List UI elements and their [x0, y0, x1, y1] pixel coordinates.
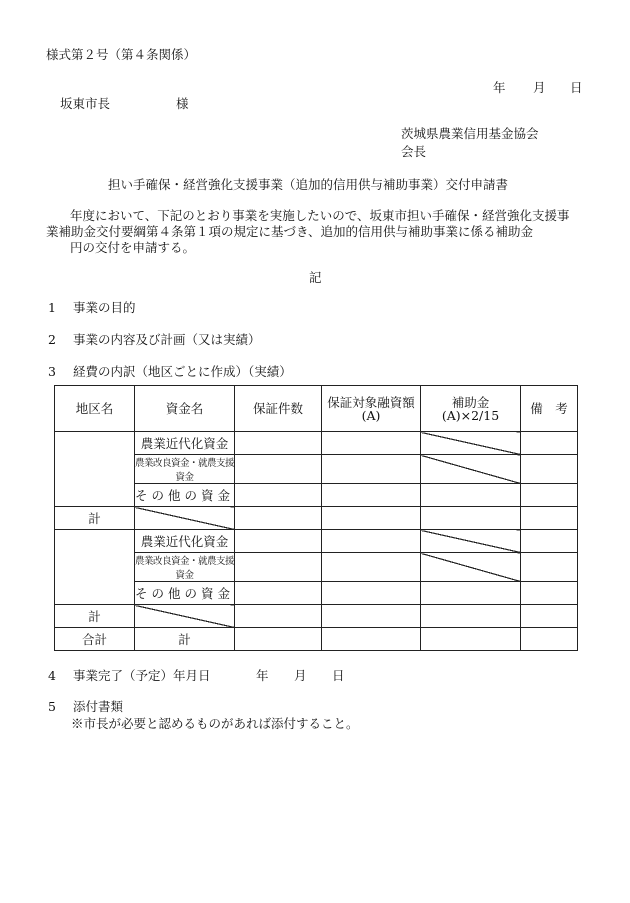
header-fund: 資金名: [135, 386, 235, 432]
fund-name-cell: 農業近代化資金: [135, 530, 235, 553]
body-line-3: 円の交付を申請する。: [70, 240, 196, 255]
subsidy-cell[interactable]: [421, 507, 521, 530]
remarks-cell[interactable]: [521, 432, 578, 455]
applicant-title: 会長: [401, 144, 427, 159]
item-5-label: 添付書類: [73, 699, 124, 714]
remarks-cell[interactable]: [521, 455, 578, 484]
item-4-year-label: 年: [256, 668, 269, 683]
header-guarantee-count: 保証件数: [235, 386, 322, 432]
grand-total-row: [55, 628, 578, 651]
count-cell[interactable]: [235, 530, 322, 553]
amount-cell[interactable]: [322, 605, 421, 628]
count-cell[interactable]: [235, 432, 322, 455]
item-4-number: 4: [48, 668, 56, 683]
amount-cell[interactable]: [322, 455, 421, 484]
item-2-number: 2: [48, 332, 56, 347]
remarks-cell[interactable]: [521, 530, 578, 553]
fund-cell-diagonal: [135, 507, 235, 530]
subsidy-cell-diagonal: [421, 455, 521, 484]
header-district: 地区名: [55, 386, 135, 432]
subtotal-row: [55, 605, 578, 628]
subsidy-cell[interactable]: [421, 582, 521, 605]
header-amount-line2: (A): [361, 407, 381, 423]
fund-name-cell: 農業改良資金・就農支援資金: [135, 553, 235, 582]
table-header-row: [55, 386, 578, 432]
subtotal-row: [55, 507, 578, 530]
item-2-label: 事業の内容及び計画（又は実績）: [73, 332, 261, 347]
subtotal-label: 計: [55, 507, 135, 530]
district-cell[interactable]: [55, 432, 135, 507]
header-subsidy-line2: (A)×2/15: [441, 407, 500, 423]
fund-name-cell: その他の資金: [135, 582, 235, 605]
amount-cell[interactable]: [322, 628, 421, 651]
remarks-cell[interactable]: [521, 628, 578, 651]
remarks-cell[interactable]: [521, 484, 578, 507]
item-3-number: 3: [48, 364, 56, 379]
remarks-cell[interactable]: [521, 605, 578, 628]
header-remarks: 備 考: [521, 386, 578, 432]
item-1-number: 1: [48, 300, 56, 315]
subsidy-cell[interactable]: [421, 484, 521, 507]
body-line-1: 年度において、下記のとおり事業を実施したいので、坂東市担い手確保・経営強化支援事: [70, 208, 570, 223]
amount-cell[interactable]: [322, 530, 421, 553]
remarks-cell[interactable]: [521, 582, 578, 605]
remarks-cell[interactable]: [521, 507, 578, 530]
fund-name-cell: 農業改良資金・就農支援資金: [135, 455, 235, 484]
ki-heading: 記: [309, 270, 322, 285]
amount-cell[interactable]: [322, 507, 421, 530]
document-title: 担い手確保・経営強化支援事業（追加的信用供与補助事業）交付申請書: [108, 177, 509, 192]
applicant-organization: 茨城県農業信用基金協会: [401, 126, 539, 141]
expense-table: [54, 385, 578, 651]
fund-cell-diagonal: [135, 605, 235, 628]
form-number: 様式第２号（第４条関係）: [46, 47, 197, 62]
amount-cell[interactable]: [322, 432, 421, 455]
grand-total-fund-label: 計: [135, 628, 235, 651]
subsidy-cell-diagonal: [421, 530, 521, 553]
count-cell[interactable]: [235, 582, 322, 605]
remarks-cell[interactable]: [521, 553, 578, 582]
table-row: [55, 432, 578, 455]
header-amount-line1: 保証対象融資額: [327, 394, 415, 410]
item-4-month-label: 月: [294, 668, 307, 683]
table-row: [55, 530, 578, 553]
count-cell[interactable]: [235, 455, 322, 484]
subsidy-cell[interactable]: [421, 605, 521, 628]
date-year-label: 年: [493, 80, 506, 95]
item-1-label: 事業の目的: [73, 300, 136, 315]
count-cell[interactable]: [235, 553, 322, 582]
item-4-label: 事業完了（予定）年月日: [73, 668, 211, 683]
subsidy-cell[interactable]: [421, 628, 521, 651]
district-cell[interactable]: [55, 530, 135, 605]
count-cell[interactable]: [235, 507, 322, 530]
count-cell[interactable]: [235, 605, 322, 628]
subsidy-cell-diagonal: [421, 553, 521, 582]
count-cell[interactable]: [235, 628, 322, 651]
item-5-note: ※市長が必要と認めるものがあれば添付すること。: [71, 716, 359, 731]
item-3-label: 経費の内訳（地区ごとに作成）（実績）: [73, 364, 292, 379]
header-subsidy: [421, 386, 521, 432]
item-5-number: 5: [48, 699, 56, 714]
amount-cell[interactable]: [322, 553, 421, 582]
header-guarantee-amount: [322, 386, 421, 432]
addressee-name: 坂東市長: [60, 96, 111, 111]
subtotal-label: 計: [55, 605, 135, 628]
grand-total-label: 合計: [55, 628, 135, 651]
fund-name-cell: その他の資金: [135, 484, 235, 507]
item-4-day-label: 日: [332, 668, 345, 683]
amount-cell[interactable]: [322, 582, 421, 605]
header-subsidy-line1: 補助金: [451, 394, 490, 410]
amount-cell[interactable]: [322, 484, 421, 507]
subsidy-cell-diagonal: [421, 432, 521, 455]
date-day-label: 日: [570, 80, 583, 95]
body-line-2: 業補助金交付要綱第４条第１項の規定に基づき、追加的信用供与補助事業に係る補助金: [46, 224, 534, 239]
date-month-label: 月: [533, 80, 546, 95]
addressee-honorific: 様: [176, 96, 189, 111]
count-cell[interactable]: [235, 484, 322, 507]
fund-name-cell: 農業近代化資金: [135, 432, 235, 455]
